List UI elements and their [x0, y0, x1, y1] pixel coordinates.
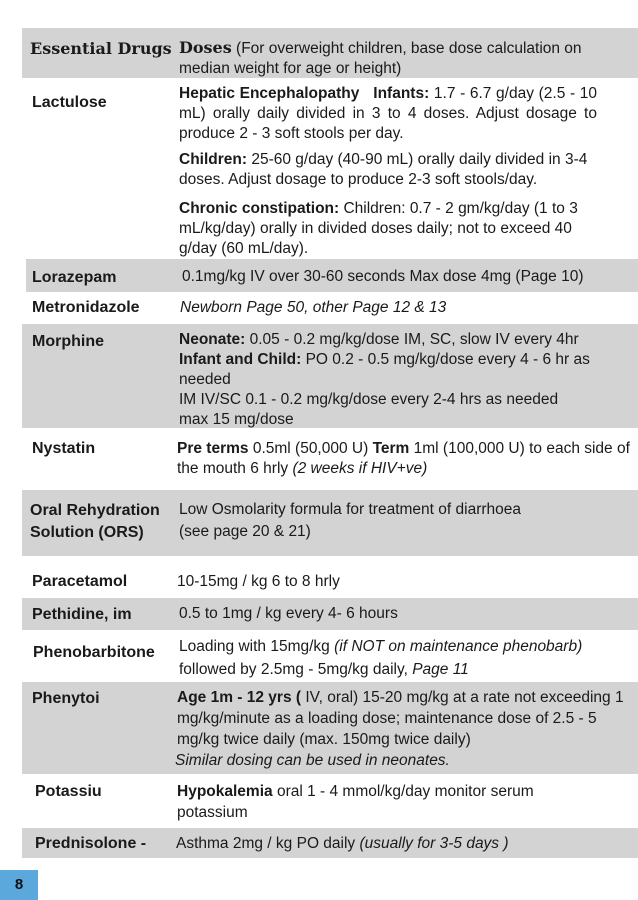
drug-row-phenytoin: [22, 682, 638, 774]
phenobarb-text2: followed by 2.5mg - 5mg/kg daily,: [179, 661, 413, 678]
drug-row-pethidine: [22, 598, 638, 630]
header-doses-label: Doses: [179, 38, 232, 57]
lactulose-hepatic: [179, 84, 597, 144]
header-doses: [179, 38, 629, 79]
nystatin-note: (2 weeks if HIV+ve): [292, 460, 428, 477]
dose-nystatin: [177, 439, 635, 479]
phenytoin-main: [177, 687, 630, 750]
prednisolone-italic: (usually for 3-5 days ): [359, 835, 509, 852]
prednisolone-name: Prednisolone -: [35, 835, 147, 852]
morphine-neonate: [179, 330, 631, 350]
drug-name-lactulose: Lactulose: [32, 94, 107, 111]
header-doses-note: (For overweight children, base dose calculation on median weight for age or height): [179, 40, 582, 77]
drug-name-phenobarbitone: Phenobarbitone: [33, 644, 155, 661]
nystatin-term-label: Term: [372, 440, 410, 457]
morphine-infant: [179, 350, 631, 390]
morphine-neonate-text: 0.05 - 0.2 mg/kg/dose IM, SC, slow IV every 4hr: [245, 331, 579, 348]
phenobarb-italic2: Page 11: [412, 661, 469, 678]
morphine-infant-text: PO 0.2 - 0.5 mg/kg/dose every 4 - 6 hr as needed: [179, 351, 590, 388]
drug-name-metronidazole: Metronidazole: [32, 299, 140, 316]
potassium-label: Hypokalemia: [177, 783, 273, 800]
phenytoin-note-line: [175, 750, 630, 771]
potassium-text: oral 1 - 4 mmol/kg/day monitor serum potassium: [177, 783, 534, 821]
phenobarb-italic1: (if NOT on maintenance phenobarb): [334, 638, 583, 655]
phenytoin-note: Similar dosing can be used in neonates.: [175, 752, 450, 769]
ors-name-line1: Oral Rehydration: [30, 502, 160, 519]
drug-row-prednisolone: [22, 828, 638, 858]
morphine-neonate-label: Neonate:: [179, 331, 246, 348]
dose-morphine: [179, 330, 631, 430]
header-essential-drugs: Essential Drugs: [30, 39, 172, 58]
dose-paracetamol: 10-15mg / kg 6 to 8 hrly: [177, 573, 340, 590]
dose-phenytoin: [177, 687, 630, 771]
metronidazole-text: Newborn Page 50, other Page 12 & 13: [180, 299, 447, 316]
lactulose-cc-label: Chronic constipation:: [179, 200, 340, 217]
dose-ors: [179, 499, 629, 543]
drug-row-lactulose: [22, 78, 638, 256]
drug-row-metronidazole: [22, 294, 638, 324]
nystatin-preterm-label: Pre terms: [177, 440, 249, 457]
dose-lorazepam: 0.1mg/kg IV over 30-60 seconds Max dose 4mg (Page 10): [182, 268, 584, 285]
drug-row-lorazepam: [26, 259, 638, 292]
lactulose-children-label: Children:: [179, 151, 248, 168]
morphine-max: max 15 mg/dose: [179, 411, 294, 428]
lactulose-children-text: 25-60 g/day (40-90 mL) orally daily divided in 3-4 doses. Adjust dosage to produce 2-3 soft stools/day.: [179, 151, 588, 188]
dose-potassium: [177, 781, 607, 823]
drug-row-paracetamol: [22, 566, 638, 596]
drug-row-morphine: [22, 324, 638, 428]
dose-metronidazole: [180, 298, 620, 318]
drug-name-phenytoin: Phenytoi: [32, 690, 100, 707]
drug-name-nystatin: Nystatin: [32, 440, 96, 457]
prednisolone-text: Asthma 2mg / kg PO daily: [176, 835, 360, 852]
phenytoin-text: IV, oral) 15-20 mg/kg at a rate not exceeding 1 mg/kg/minute as a loading dose; maintenance dose of 2.5 - 5 mg/kg twice daily (max. 150mg twice daily): [177, 689, 624, 748]
lactulose-infants-label: Infants:: [373, 85, 430, 102]
lactulose-cc-text: Children: 0.7 - 2 gm/kg/day (1 to 3 mL/kg/day) orally in divided doses daily; not to exceed 40 g/day (60 mL/day).: [179, 200, 578, 257]
drug-row-ors: [22, 490, 638, 556]
nystatin-term-text: 1ml (100,000 U) to each side of the mouth 6 hrly: [177, 440, 630, 477]
morphine-infant-label: Infant and Child:: [179, 351, 302, 368]
drug-row-potassium: [22, 778, 638, 826]
dose-phenobarbitone: [179, 635, 619, 681]
dose-pethidine: 0.5 to 1mg / kg every 4- 6 hours: [179, 605, 398, 622]
drug-name-ors: [30, 500, 160, 544]
drug-name-pethidine: Pethidine, im: [32, 606, 132, 623]
ors-line1: Low Osmolarity formula for treatment of diarrhoea: [179, 501, 521, 518]
lactulose-infants-text: 1.7 - 6.7 g/day (2.5 - 10 mL) orally daily divided in 3 to 4 doses. Adjust dosage to produce 2 - 3 soft stools per day.: [179, 85, 598, 142]
drug-name-paracetamol: Paracetamol: [32, 573, 128, 590]
lactulose-he-label: Hepatic Encephalopathy: [179, 85, 360, 102]
lactulose-constipation: [179, 199, 589, 259]
lactulose-children: [179, 150, 629, 190]
drug-name-potassium: Potassiu: [35, 783, 102, 800]
morphine-im: IM IV/SC 0.1 - 0.2 mg/kg/dose every 2-4 hrs as needed: [179, 391, 559, 408]
nystatin-preterm-text: 0.5ml (50,000 U): [248, 440, 373, 457]
phenobarb-text1: Loading with 15mg/kg: [179, 638, 335, 655]
table-header: [22, 28, 638, 78]
dose-prednisolone: [176, 834, 626, 854]
drug-name-lorazepam: Lorazepam: [32, 269, 117, 286]
drug-name-morphine: Morphine: [32, 333, 104, 350]
drug-name-prednisolone: [35, 833, 146, 854]
ors-name-line2: Solution (ORS): [30, 524, 144, 541]
drug-row-phenobarbitone: [22, 632, 638, 682]
dose-lactulose: [179, 84, 597, 259]
ors-line2: (see page 20 & 21): [179, 523, 311, 540]
drug-row-nystatin: [22, 430, 638, 485]
phenytoin-age-label: Age 1m - 12 yrs (: [177, 689, 302, 706]
page-number: 8: [0, 870, 38, 900]
